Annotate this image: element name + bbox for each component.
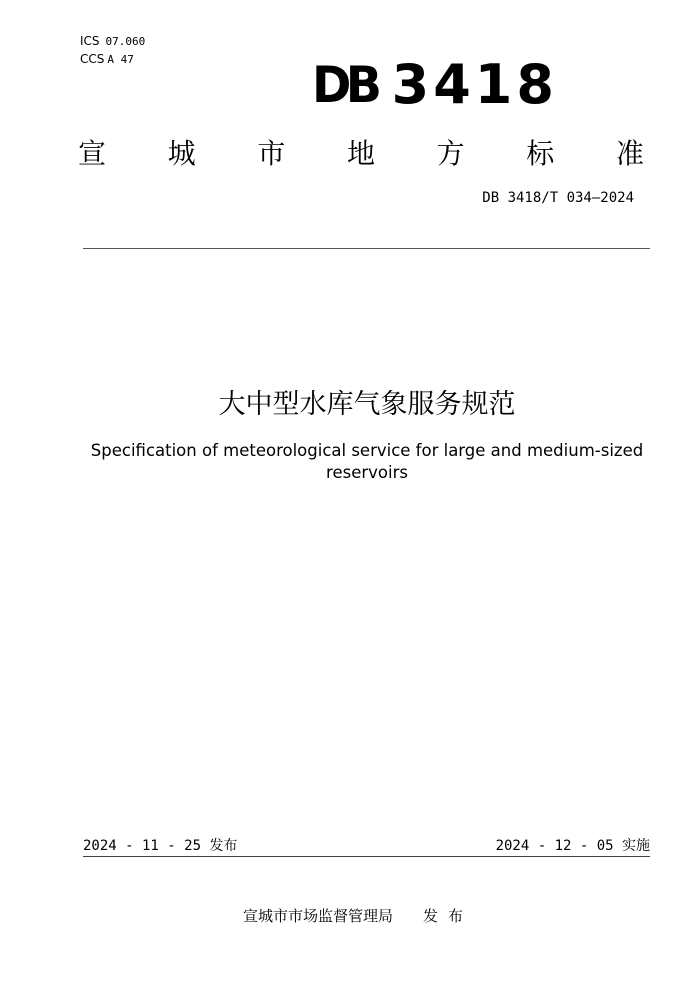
issuer-action: 发布: [423, 907, 474, 925]
db-logo-number: 3418: [391, 53, 558, 116]
bottom-divider: [83, 856, 650, 857]
ics-value: 07.060: [105, 35, 146, 48]
ics-label: ICS: [80, 34, 100, 48]
standard-type-char: 城: [167, 137, 196, 170]
standard-type-char: 标: [526, 137, 555, 170]
standard-type-heading: [78, 132, 644, 172]
issuer-name: 宣城市市场监督管理局: [242, 907, 393, 925]
ccs-label: CCS: [80, 52, 105, 66]
english-title: Specification of meteorological service for large and medium-sized reservoirs: [90, 441, 644, 482]
issue-date: 2024 - 11 - 25 发布: [83, 838, 238, 854]
standard-number: DB 3418/T 034—2024: [482, 190, 634, 206]
standard-type-char: 准: [615, 137, 644, 170]
db-logo-letters: DB: [312, 56, 377, 114]
standard-type-char: 地: [346, 137, 375, 170]
standard-type-char: 宣: [78, 137, 107, 170]
ccs-code: [80, 52, 134, 66]
implementation-date: 2024 - 12 - 05 实施: [495, 838, 650, 854]
ccs-value: A 47: [107, 53, 134, 66]
db-logo: [312, 53, 558, 116]
issuer-line: [0, 905, 700, 926]
top-divider: [83, 248, 650, 249]
standard-type-char: 市: [257, 137, 286, 170]
standard-type-char: 方: [436, 137, 465, 170]
ics-code: [80, 34, 145, 48]
chinese-title: 大中型水库气象服务规范: [218, 389, 516, 420]
